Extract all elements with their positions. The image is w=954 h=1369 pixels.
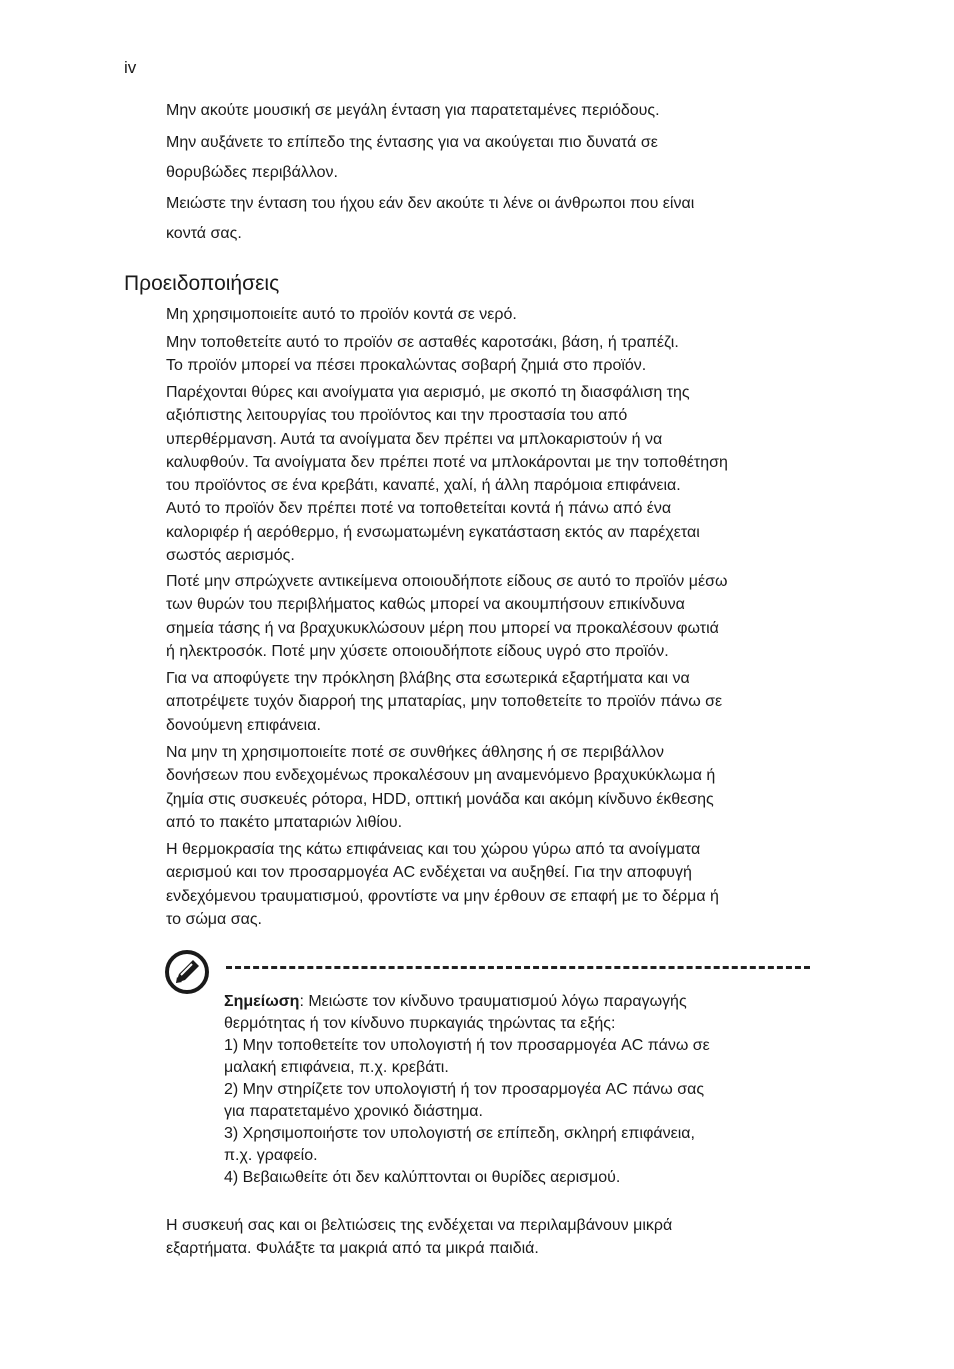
warning-paragraph-3 xyxy=(166,381,816,567)
warning-paragraph-5 xyxy=(166,667,816,737)
note-divider xyxy=(226,966,810,969)
text-line: εξαρτήματα. Φυλάξτε τα μακριά από τα μικρά παιδιά. xyxy=(166,1240,539,1258)
intro-paragraph-1 xyxy=(166,96,816,126)
text-line: Παρέχονται θύρες και ανοίγματα για αερισμό, με σκοπό τη διασφάλιση της xyxy=(166,384,690,401)
intro-paragraph-3 xyxy=(166,189,816,249)
text-line: : Μειώστε τον κίνδυνο τραυματισμού λόγω παραγωγής xyxy=(299,993,687,1010)
text-line: αποτρέψετε τυχόν διαρροή της μπαταρίας, μην τοποθετείτε το προϊόν πάνω σε xyxy=(166,693,723,711)
text-line: Μη χρησιμοποιείτε αυτό το προϊόν κοντά σε νερό. xyxy=(166,306,517,323)
warning-paragraph-1 xyxy=(166,303,816,326)
text-line: Μην τοποθετείτε αυτό το προϊόν σε ασταθές καροτσάκι, βάση, ή τραπέζι. xyxy=(166,334,679,351)
text-line: σημεία τάσης ή να βραχυκυκλώσουν μέρη που μπορεί να προκαλέσουν φωτιά xyxy=(166,619,719,637)
text-line: Αυτό το προϊόν δεν πρέπει ποτέ να τοποθετείται κοντά ή πάνω από ένα xyxy=(166,500,672,518)
text-line: 1) Μην τοποθετείτε τον υπολογιστή ή τον προσαρμογέα AC πάνω σε xyxy=(224,1037,710,1054)
closing-paragraph xyxy=(166,1214,816,1261)
warning-paragraph-6 xyxy=(166,741,816,834)
text-line: Το προϊόν μπορεί να πέσει προκαλώντας σοβαρή ζημιά στο προϊόν. xyxy=(166,357,647,375)
text-line: του προϊόντος σε ένα κρεβάτι, καναπέ, χαλί, ή άλλη παρόμοια επιφάνεια. xyxy=(166,477,681,495)
text-line: Μειώστε την ένταση του ήχου εάν δεν ακούτε τι λένε οι άνθρωποι που είναι xyxy=(166,195,695,212)
warning-paragraph-4 xyxy=(166,570,816,663)
page-number: iv xyxy=(124,58,137,77)
text-line: Η θερμοκρασία της κάτω επιφάνειας και του χώρου γύρω από τα ανοίγματα xyxy=(166,841,701,858)
text-line: αερισμού και τον προσαρμογέα AC ενδέχεται να αυξηθεί. Για την αποφυγή xyxy=(166,864,692,882)
warning-paragraph-7 xyxy=(166,838,816,931)
text-line: δονούμενη επιφάνεια. xyxy=(166,716,321,734)
intro-paragraph-2 xyxy=(166,128,816,188)
text-line: αξιόπιστης λειτουργίας του προϊόντος και την προστασία του από xyxy=(166,407,628,425)
text-line: από το πακέτο μπαταριών λιθίου. xyxy=(166,813,403,831)
text-line: Να μην τη χρησιμοποιείτε ποτέ σε συνθήκες άθλησης ή σε περιβάλλον xyxy=(166,744,664,761)
text-line: των θυρών του περιβλήματος καθώς μπορεί να ακουμπήσουν επικίνδυνα xyxy=(166,596,685,614)
warning-paragraph-2 xyxy=(166,331,816,378)
text-line: 2) Μην στηρίζετε τον υπολογιστή ή τον προσαρμογέα AC πάνω σας xyxy=(224,1081,705,1098)
text-line: Η συσκευή σας και οι βελτιώσεις της ενδέχεται να περιλαμβάνουν μικρά xyxy=(166,1217,673,1234)
text-line: π.χ. γραφείο. xyxy=(224,1147,318,1164)
text-line: Για να αποφύγετε την πρόκληση βλάβης στα εσωτερικά εξαρτήματα και να xyxy=(166,670,690,687)
text-line: 3) Χρησιμοποιήστε τον υπολογιστή σε επίπεδη, σκληρή επιφάνεια, xyxy=(224,1125,695,1142)
text-line: κοντά σας. xyxy=(166,225,242,242)
note-block xyxy=(224,991,814,1189)
note-pen-icon xyxy=(164,949,210,995)
text-line: μαλακή επιφάνεια, π.χ. κρεβάτι. xyxy=(224,1059,449,1076)
text-line: για παρατεταμένο χρονικό διάστημα. xyxy=(224,1103,483,1120)
text-line: ή ηλεκτροσόκ. Ποτέ μην χύσετε οποιουδήποτε είδους υγρό στο προϊόν. xyxy=(166,642,669,660)
note-label: Σημείωση xyxy=(224,993,300,1010)
text-line: 4) Βεβαιωθείτε ότι δεν καλύπτονται οι θυρίδες αερισμού. xyxy=(224,1169,621,1186)
text-line: καλυφθούν. Τα ανοίγματα δεν πρέπει ποτέ να μπλοκάρονται με την τοποθέτηση xyxy=(166,453,728,471)
text-line: δονήσεων που ενδεχομένως προκαλέσουν μη αναμενόμενο βραχυκύκλωμα ή xyxy=(166,767,716,785)
text-line: ενδεχόμενου τραυματισμού, φροντίστε να μην έρθουν σε επαφή με το δέρμα ή xyxy=(166,887,719,905)
text-line: θορυβώδες περιβάλλον. xyxy=(166,164,338,181)
text-line: σωστός αερισμός. xyxy=(166,547,295,565)
text-line: Μην αυξάνετε το επίπεδο της έντασης για να ακούγεται πιο δυνατά σε xyxy=(166,134,658,151)
text-line: θερμότητας ή τον κίνδυνο πυρκαγιάς τηρώντας τα εξής: xyxy=(224,1015,616,1032)
text-line: ζημία στις συσκευές ρότορα, HDD, οπτική μονάδα και ακόμη κίνδυνο έκθεσης xyxy=(166,790,714,808)
section-heading: Προειδοποιήσεις xyxy=(124,272,280,295)
text-line: καλοριφέρ ή αερόθερμο, ή ενσωματωμένη εγκατάσταση εκτός αν παρέχεται xyxy=(166,523,700,541)
text-line: το σώμα σας. xyxy=(166,910,262,928)
text-line: Ποτέ μην σπρώχνετε αντικείμενα οποιουδήποτε είδους σε αυτό το προϊόν μέσω xyxy=(166,573,728,590)
text-line: Μην ακούτε μουσική σε μεγάλη ένταση για παρατεταμένες περιόδους. xyxy=(166,102,660,119)
text-line: υπερθέρμανση. Αυτά τα ανοίγματα δεν πρέπει να μπλοκαριστούν ή να xyxy=(166,430,663,448)
